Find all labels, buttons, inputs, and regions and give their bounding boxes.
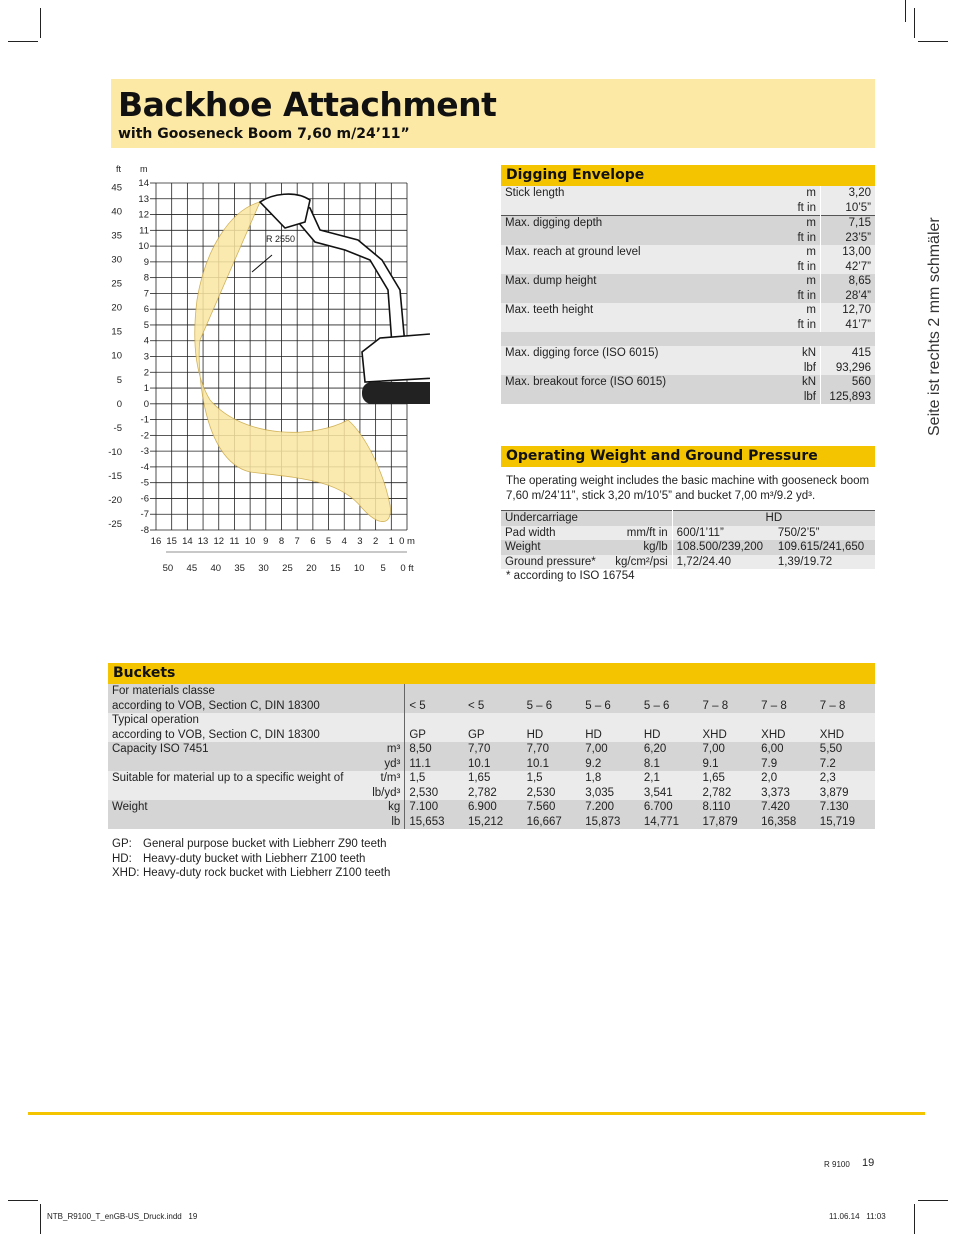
value-cell	[757, 713, 816, 728]
value-cell	[405, 713, 464, 728]
page-header	[111, 79, 875, 148]
value-cell: 7 – 8	[757, 699, 816, 714]
row-label: Max. breakout force (ISO 6015)	[501, 375, 776, 404]
tick-label: 0 ft	[400, 563, 414, 574]
value-cell: 17,879	[699, 815, 758, 830]
tick-label: 12	[138, 209, 149, 221]
value-cell: 6.700	[640, 800, 699, 815]
tick-label: 30	[111, 254, 122, 266]
row-label: Typical operation	[108, 713, 368, 728]
tick-label: -7	[140, 509, 149, 521]
value-cell: GP	[405, 728, 464, 743]
value-metric: 560	[851, 376, 871, 388]
value-metric: 13,00	[842, 246, 871, 258]
crop-mark	[918, 1200, 948, 1201]
tick-label: 8	[278, 536, 285, 547]
legend-text: Heavy-duty rock bucket with Liebherr Z100 teeth	[143, 867, 391, 879]
buckets-table	[108, 684, 875, 829]
tick-label: -5	[140, 477, 149, 489]
value-metric: 12,70	[842, 304, 871, 316]
buckets-heading: Buckets	[108, 663, 875, 684]
tick-label: 4	[341, 536, 347, 547]
unit-cell	[776, 274, 820, 303]
tick-label: 9	[263, 536, 269, 547]
legend-code: GP:	[112, 838, 132, 850]
row-label: Max. dump height	[501, 274, 776, 303]
tick-label: 40	[210, 563, 222, 574]
unit-cell	[368, 699, 405, 714]
value-cell: 7.200	[581, 800, 640, 815]
value-cell: HD	[581, 728, 640, 743]
table-row	[108, 699, 875, 714]
footer-model: R 9100	[824, 1160, 850, 1169]
value-cell: 5,50	[816, 742, 875, 757]
tick-label: 7	[294, 536, 300, 547]
value-cell: 7 – 8	[699, 699, 758, 714]
tick-label: 20	[111, 302, 122, 314]
tick-label: 20	[306, 563, 317, 574]
value-cell	[821, 375, 876, 404]
unit-cell: lb/yd³	[368, 786, 405, 801]
value-cell: 10.1	[523, 757, 582, 772]
unit-imperial: ft in	[797, 231, 816, 244]
legend-text: Heavy-duty bucket with Liebherr Z100 teeth	[143, 852, 366, 865]
value-cell: 16,667	[523, 815, 582, 830]
m-unit-label: m	[140, 164, 148, 174]
value-cell: 3,879	[816, 786, 875, 801]
tick-label: 40	[111, 206, 122, 218]
value-cell	[405, 684, 464, 699]
unit-cell	[776, 245, 820, 274]
value-cell: 1,5	[405, 771, 464, 786]
value-cell	[581, 713, 640, 728]
unit-metric: m	[806, 217, 816, 229]
tick-label: 35	[234, 563, 245, 574]
crop-mark	[914, 8, 915, 38]
tick-label: 0 m	[399, 536, 415, 547]
table-row	[501, 216, 875, 246]
row-label: according to VOB, Section C, DIN 18300	[108, 728, 368, 743]
value-cell: 15,719	[816, 815, 875, 830]
tick-label: 2	[143, 367, 149, 379]
value-cell: 2,530	[523, 786, 582, 801]
value-cell: 6,20	[640, 742, 699, 757]
tick-label: 15	[329, 563, 341, 574]
value-cell	[640, 684, 699, 699]
value-cell: GP	[464, 728, 523, 743]
value-cell	[816, 713, 875, 728]
unit-cell	[368, 713, 405, 728]
tick-label: 10	[353, 563, 365, 574]
value-cell: 7.100	[405, 800, 464, 815]
row-label	[108, 815, 368, 830]
value-cell: 1,39/19.72	[774, 555, 875, 570]
row-label: Ground pressure*	[501, 555, 607, 570]
tick-label: -2	[140, 430, 149, 442]
radius-label: R 2550	[266, 234, 296, 244]
ft-axis	[108, 182, 122, 530]
value-cell: 109.615/241,650	[774, 540, 875, 555]
unit-cell	[776, 216, 820, 246]
row-label: Suitable for material up to a specific weight of	[108, 771, 368, 786]
tick-label: 2	[372, 536, 379, 547]
tick-label: 25	[111, 278, 122, 290]
row-label: Weight	[501, 540, 607, 555]
value-cell: 2,782	[464, 786, 523, 801]
tick-label: 10	[138, 241, 149, 253]
row-label: For materials classe	[108, 684, 368, 699]
value-metric: 3,20	[848, 187, 871, 199]
table-row	[108, 786, 875, 801]
unit-cell	[368, 728, 405, 743]
value-imperial: 125,893	[829, 390, 871, 403]
tick-label: -5	[113, 422, 122, 434]
tick-label: 0	[116, 398, 122, 410]
crop-mark	[40, 1204, 41, 1234]
tick-label: -20	[108, 494, 122, 506]
value-cell: 2,782	[699, 786, 758, 801]
value-cell: 9.2	[581, 757, 640, 772]
value-cell: 7.420	[757, 800, 816, 815]
value-cell: 15,653	[405, 815, 464, 830]
side-note: Seite ist rechts 2 mm schmäler	[926, 217, 943, 436]
page-title: Backhoe Attachment	[118, 85, 497, 124]
value-cell: 5 – 6	[640, 699, 699, 714]
value-imperial: 41’7”	[845, 318, 871, 331]
crop-mark	[8, 1200, 38, 1201]
value-cell: 7,70	[523, 742, 582, 757]
unit-metric: m	[806, 275, 816, 287]
value-cell	[699, 684, 758, 699]
tick-label: 3	[357, 536, 363, 547]
tick-label: 30	[258, 563, 269, 574]
unit-cell: m³	[368, 742, 405, 757]
row-label: Max. digging force (ISO 6015)	[501, 346, 776, 375]
value-cell	[464, 713, 523, 728]
value-cell: 15,873	[581, 815, 640, 830]
tick-label: 10	[111, 350, 122, 362]
operating-weight-footnote: * according to ISO 16754	[506, 570, 635, 582]
unit-cell: mm/ft in	[607, 526, 672, 541]
tick-label: 10	[244, 536, 256, 547]
value-cell	[640, 713, 699, 728]
ft-unit-label: ft	[116, 164, 122, 174]
unit-imperial: ft in	[797, 289, 816, 302]
value-cell	[581, 684, 640, 699]
tick-label: 7	[143, 288, 149, 300]
value-cell: 7.9	[757, 757, 816, 772]
value-cell	[821, 274, 876, 303]
value-cell: 1,5	[523, 771, 582, 786]
value-cell: 7,00	[699, 742, 758, 757]
tick-label: 11	[229, 536, 240, 547]
unit-cell: kg/cm²/psi	[607, 555, 672, 570]
value-cell: 6.900	[464, 800, 523, 815]
value-cell: 1,65	[699, 771, 758, 786]
unit-cell: kg	[368, 800, 405, 815]
table-row	[501, 375, 875, 404]
value-cell: 750/2’5”	[774, 526, 875, 541]
digging-envelope-heading: Digging Envelope	[501, 165, 875, 186]
value-cell: 7.130	[816, 800, 875, 815]
value-cell: < 5	[464, 699, 523, 714]
tick-label: 15	[111, 326, 122, 338]
value-imperial: 28’4”	[845, 289, 871, 302]
table-row	[501, 526, 875, 541]
value-cell: 5 – 6	[523, 699, 582, 714]
tick-label: 13	[138, 193, 149, 205]
value-cell: < 5	[405, 699, 464, 714]
digging-envelope-table	[501, 186, 875, 404]
row-label: Capacity ISO 7451	[108, 742, 368, 757]
unit-metric: m	[806, 187, 816, 199]
row-label: Max. teeth height	[501, 303, 776, 332]
crop-mark	[918, 41, 948, 42]
tick-label: 14	[138, 178, 149, 189]
m-axis-x	[151, 536, 415, 547]
tick-label: 8	[143, 272, 149, 284]
tick-label: 12	[213, 536, 225, 547]
tick-label: 5	[325, 536, 332, 547]
tick-label: 14	[182, 536, 193, 547]
value-cell: 10.1	[464, 757, 523, 772]
row-label	[108, 757, 368, 772]
unit-metric: kN	[801, 347, 816, 359]
table-row	[108, 757, 875, 772]
unit-imperial: lbf	[803, 390, 816, 403]
value-cell	[821, 186, 876, 216]
unit-cell: t/m³	[368, 771, 405, 786]
tick-label: 5	[380, 563, 386, 574]
value-cell: 7 – 8	[816, 699, 875, 714]
tick-label: 5	[116, 374, 122, 386]
ft-axis-x	[163, 552, 414, 574]
value-cell	[523, 713, 582, 728]
operating-weight-description: The operating weight includes the basic machine with gooseneck boom 7,60 m/24’11”, stick 3,20 m/10’5” and bucket 7,00 m³/9.2 yd³.	[506, 475, 870, 502]
m-axis	[138, 178, 156, 536]
row-label: Max. reach at ground level	[501, 245, 776, 274]
tick-label: 6	[310, 536, 316, 547]
excavator-track	[362, 382, 430, 404]
value-cell	[821, 346, 876, 375]
excavator-bucket	[260, 194, 310, 228]
tick-label: 16	[150, 536, 162, 547]
tick-label: 11	[139, 225, 149, 237]
value-cell: 14,771	[640, 815, 699, 830]
value-cell: 6,00	[757, 742, 816, 757]
value-cell: 108.500/239,200	[672, 540, 774, 555]
page-subtitle: with Gooseneck Boom 7,60 m/24’11”	[118, 126, 410, 142]
value-cell: 2,530	[405, 786, 464, 801]
table-row	[108, 815, 875, 830]
value-cell: 9.1	[699, 757, 758, 772]
unit-imperial: lbf	[803, 361, 816, 374]
legend-item	[112, 866, 390, 881]
value-cell	[821, 245, 876, 274]
value-cell: 8.1	[640, 757, 699, 772]
digging-envelope-diagram	[100, 160, 430, 580]
table-row	[108, 742, 875, 757]
crop-mark	[40, 8, 41, 38]
value-cell	[464, 684, 523, 699]
value-cell	[816, 684, 875, 699]
value-cell: XHD	[757, 728, 816, 743]
tick-label: -8	[140, 525, 149, 536]
value-cell	[523, 684, 582, 699]
value-cell: 5 – 6	[581, 699, 640, 714]
tick-label: -4	[140, 461, 149, 473]
value-imperial: 93,296	[835, 361, 871, 374]
value-cell: 1,65	[464, 771, 523, 786]
value-metric: 415	[851, 347, 871, 359]
value-cell: 7,70	[464, 742, 523, 757]
value-cell: 1,8	[581, 771, 640, 786]
unit-cell	[776, 186, 820, 216]
header-col: HD	[672, 511, 875, 526]
unit-metric: kN	[801, 376, 816, 388]
row-label: Stick length	[501, 186, 776, 216]
value-cell: 11.1	[405, 757, 464, 772]
legend-item	[112, 837, 390, 852]
table-row	[108, 684, 875, 699]
tick-label: -6	[140, 493, 149, 505]
value-cell	[821, 303, 876, 332]
value-cell: 3,373	[757, 786, 816, 801]
value-cell: 2,1	[640, 771, 699, 786]
crop-mark	[8, 41, 38, 42]
value-cell: XHD	[699, 728, 758, 743]
value-cell: HD	[640, 728, 699, 743]
unit-cell	[776, 375, 820, 404]
tick-label: 9	[143, 256, 149, 268]
value-cell: 3,541	[640, 786, 699, 801]
unit-cell: lb	[368, 815, 405, 830]
table-row	[501, 555, 875, 570]
unit-cell	[776, 346, 820, 375]
tick-label: 1	[388, 536, 394, 547]
value-metric: 8,65	[848, 275, 871, 287]
tick-label: 25	[282, 563, 293, 574]
unit-metric: m	[806, 246, 816, 258]
tick-label: -3	[140, 446, 149, 458]
tick-label: 50	[162, 563, 174, 574]
value-cell: 1,72/24.40	[672, 555, 774, 570]
unit-cell: kg/lb	[607, 540, 672, 555]
crop-mark	[914, 1204, 915, 1234]
legend-item	[112, 852, 390, 867]
tick-label: 13	[197, 536, 209, 547]
unit-imperial: ft in	[797, 201, 816, 214]
value-cell: 600/1’11”	[672, 526, 774, 541]
unit-cell	[368, 684, 405, 699]
tick-label: -25	[108, 519, 122, 531]
value-cell: HD	[523, 728, 582, 743]
value-cell: 2,3	[816, 771, 875, 786]
spacer-row	[501, 332, 875, 346]
value-cell: XHD	[816, 728, 875, 743]
value-cell: 8.110	[699, 800, 758, 815]
value-cell: 16,358	[757, 815, 816, 830]
tick-label: -10	[108, 446, 122, 458]
tick-label: 35	[111, 230, 122, 242]
value-imperial: 10’5”	[845, 201, 871, 214]
row-label: Max. digging depth	[501, 216, 776, 246]
unit-cell	[776, 303, 820, 332]
footer-date: 11.06.14 11:03	[829, 1212, 886, 1221]
tick-label: -15	[108, 470, 122, 482]
table-header-row	[501, 511, 875, 526]
value-cell: 15,212	[464, 815, 523, 830]
value-imperial: 42’7”	[845, 260, 871, 273]
excavator-body	[362, 332, 430, 382]
tick-label: 4	[143, 335, 149, 347]
table-row	[108, 800, 875, 815]
value-cell: 2,0	[757, 771, 816, 786]
value-cell: 8,50	[405, 742, 464, 757]
buckets-legend	[112, 837, 390, 881]
tick-label: 45	[111, 182, 122, 194]
tick-label: 3	[143, 351, 149, 363]
row-label: according to VOB, Section C, DIN 18300	[108, 699, 368, 714]
tick-label: 45	[186, 563, 198, 574]
value-cell: 7.2	[816, 757, 875, 772]
row-label: Weight	[108, 800, 368, 815]
crop-mark	[905, 0, 906, 22]
value-cell	[757, 684, 816, 699]
legend-text: General purpose bucket with Liebherr Z90 teeth	[143, 838, 387, 850]
table-row	[501, 186, 875, 216]
value-cell: 3,035	[581, 786, 640, 801]
value-cell: 7.560	[523, 800, 582, 815]
table-row	[501, 245, 875, 274]
tick-label: 15	[166, 536, 177, 547]
value-cell	[699, 713, 758, 728]
operating-weight-heading: Operating Weight and Ground Pressure	[501, 446, 875, 467]
value-cell: 7,00	[581, 742, 640, 757]
footer-page-number: 19	[862, 1157, 875, 1169]
footer-file-name: NTB_R9100_T_enGB-US_Druck.indd 19	[47, 1212, 198, 1221]
footer-rule	[28, 1112, 925, 1115]
operating-weight-table	[501, 510, 875, 569]
tick-label: 0	[143, 398, 149, 410]
header-label: Undercarriage	[501, 511, 672, 526]
tick-label: 1	[143, 383, 149, 395]
legend-code: HD:	[112, 852, 132, 865]
value-imperial: 23’5”	[845, 231, 871, 244]
unit-metric: m	[806, 304, 816, 316]
value-cell	[821, 216, 876, 246]
table-row	[108, 728, 875, 743]
unit-imperial: ft in	[797, 260, 816, 273]
table-row	[501, 346, 875, 375]
tick-label: 6	[143, 304, 149, 316]
unit-imperial: ft in	[797, 318, 816, 331]
table-row	[108, 771, 875, 786]
row-label: Pad width	[501, 526, 607, 541]
value-metric: 7,15	[848, 217, 871, 229]
row-label	[108, 786, 368, 801]
table-row	[501, 274, 875, 303]
legend-code: XHD:	[112, 867, 140, 879]
tick-label: 5	[143, 319, 149, 331]
tick-label: -1	[140, 414, 149, 426]
table-row	[108, 713, 875, 728]
table-row	[501, 540, 875, 555]
unit-cell: yd³	[368, 757, 405, 772]
table-row	[501, 303, 875, 332]
